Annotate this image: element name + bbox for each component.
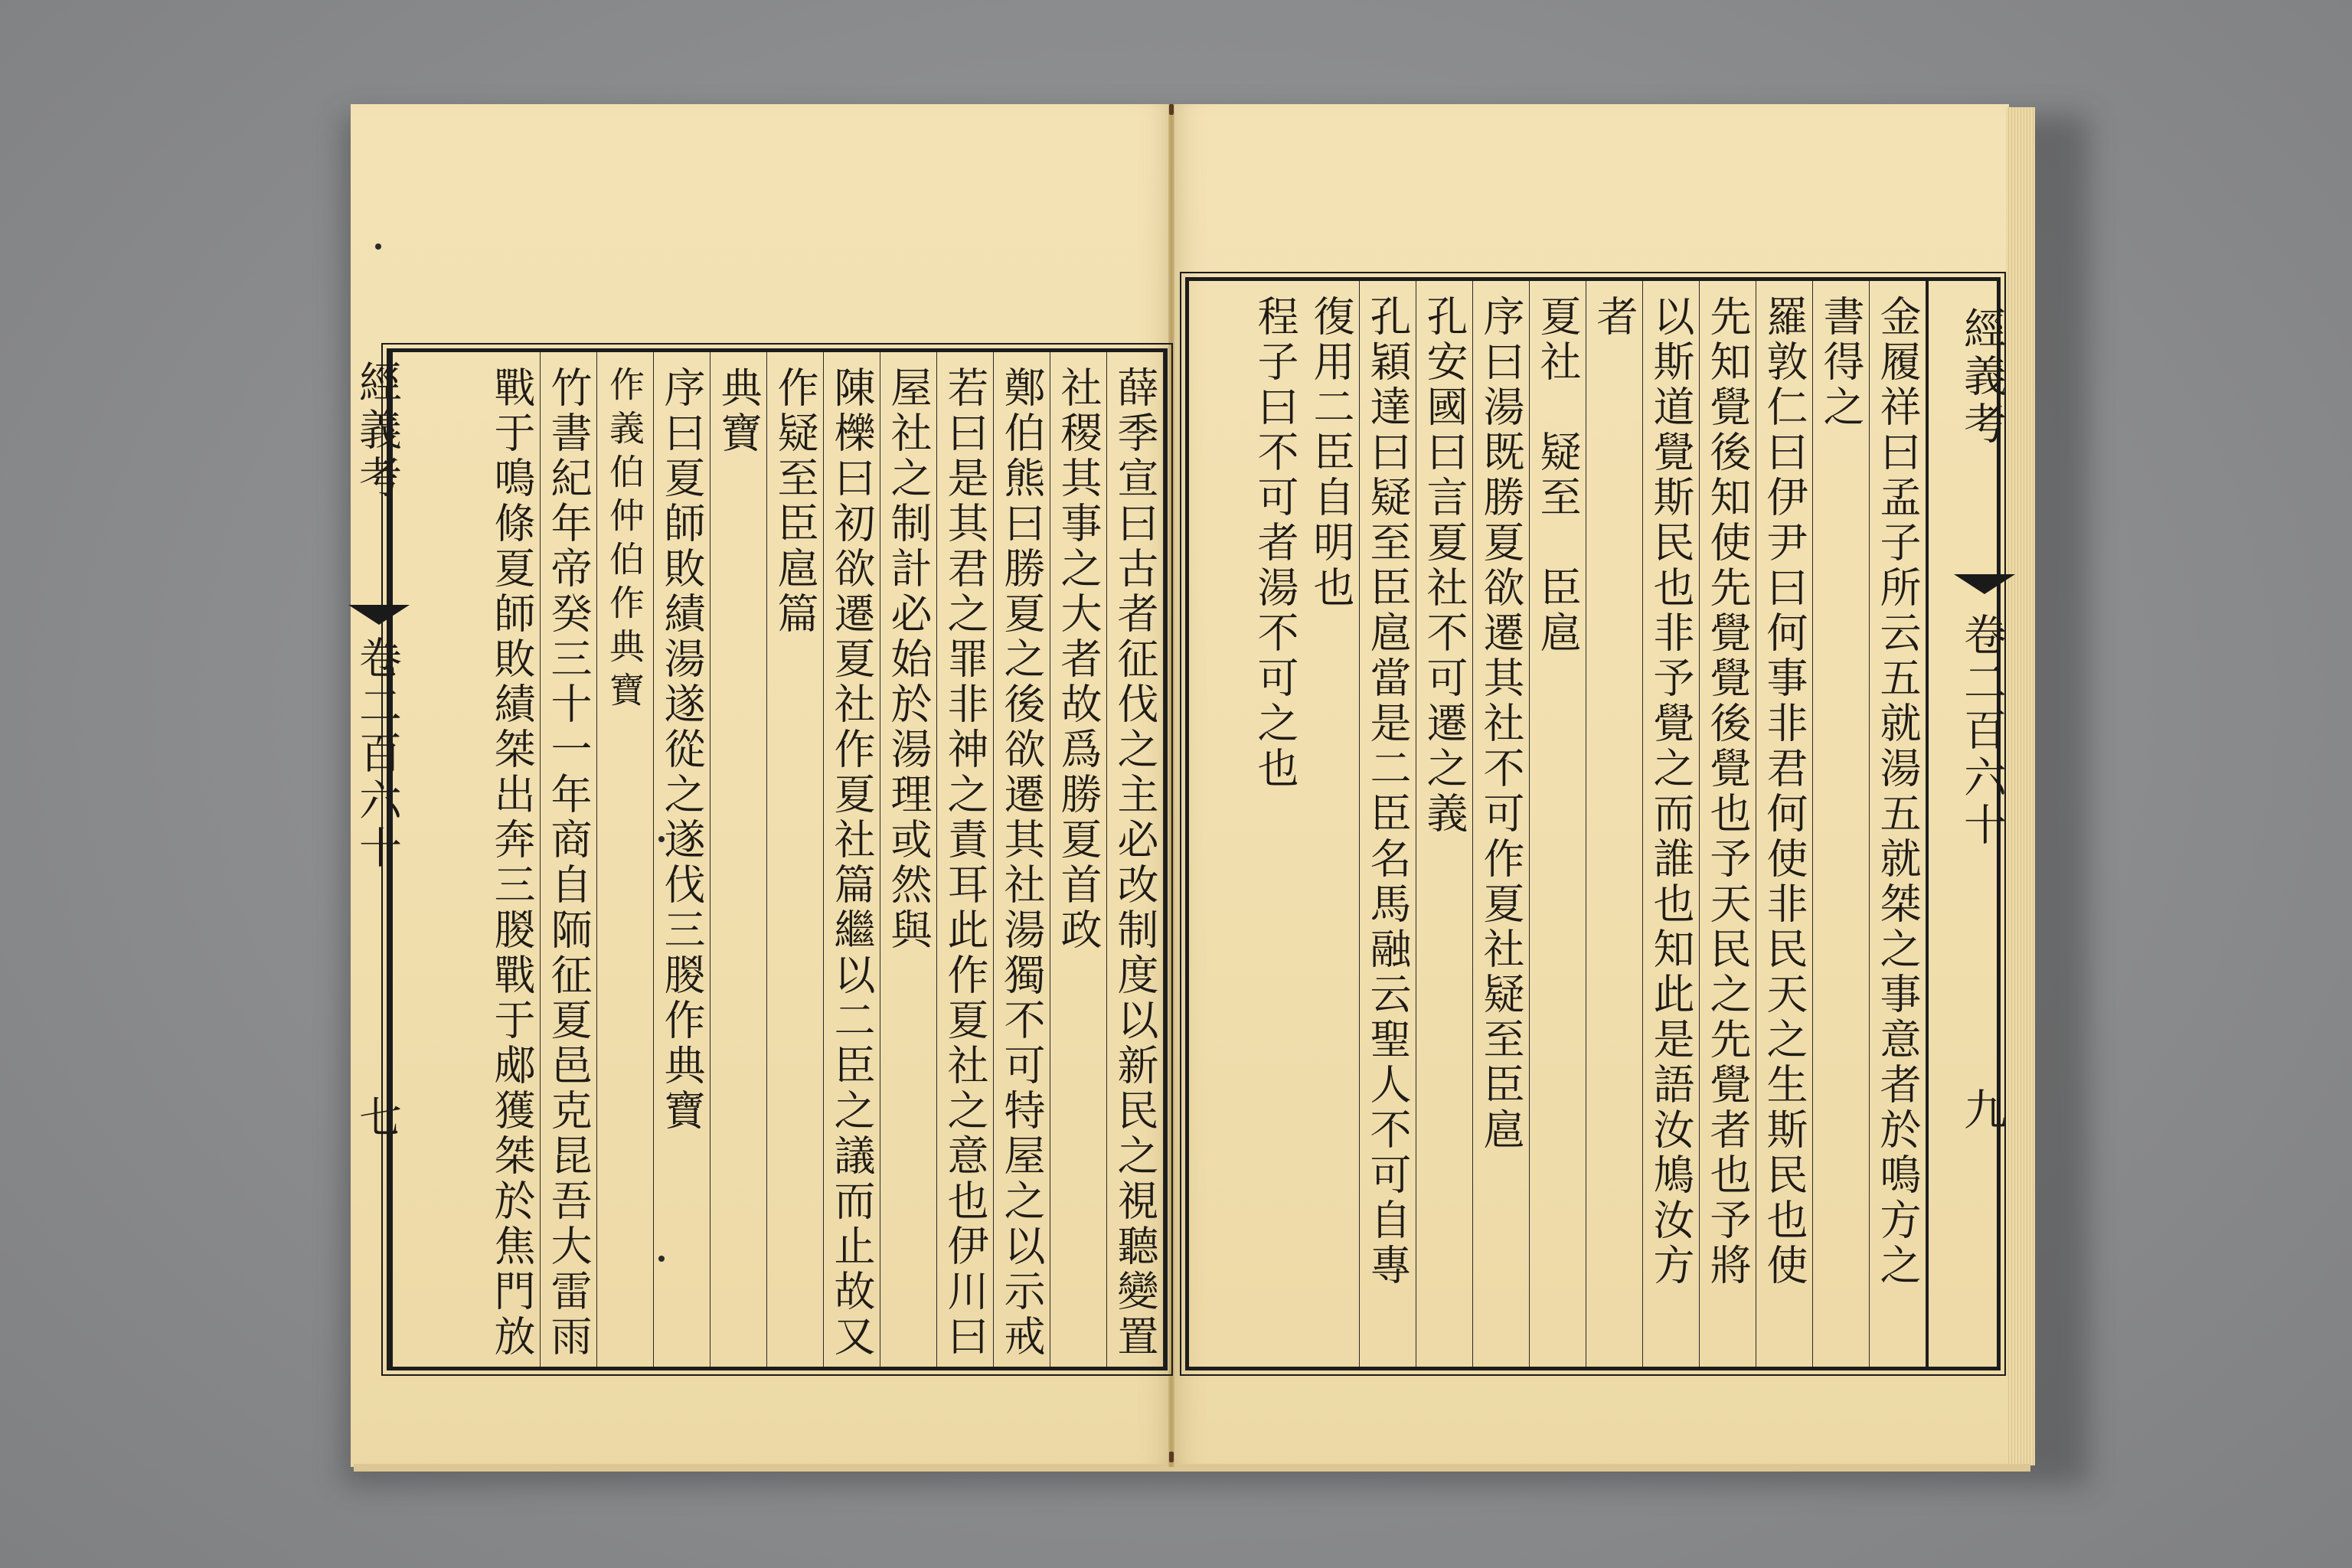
text-column: 復用二臣自明也 (1303, 281, 1360, 1367)
left-page-text-frame (387, 348, 1168, 1370)
right-banxin-volume: 卷二百六十 (1957, 612, 2007, 850)
binding-thread-bottom (1169, 1452, 1174, 1462)
text-column: 典寶 (710, 352, 767, 1367)
fish-tail-mark (1954, 574, 2015, 594)
text-column: 以斯道覺斯民也非予覺之而誰也知此是語汝鳩汝方 (1643, 281, 1700, 1367)
text-column: 羅敦仁曰伊尹曰何事非君何使非民天之生斯民也使 (1756, 281, 1813, 1367)
text-column: 夏社 疑至 臣扈 (1530, 281, 1586, 1367)
text-column: 竹書紀年帝癸三十一年商自陑征夏邑克昆吾大雷雨 (541, 352, 597, 1367)
binding-thread-top (1169, 104, 1174, 115)
book-spine (1168, 104, 1174, 1467)
text-column: 序曰湯既勝夏欲遷其社不可作夏社疑至臣扈 (1473, 281, 1530, 1367)
text-column: 薛季宣曰古者征伐之主必改制度以新民之視聽變置 (1107, 352, 1164, 1367)
text-column: 若曰是其君之罪非神之責耳此作夏社之意也伊川曰 (937, 352, 994, 1367)
right-banxin-title: 經義考 (1957, 306, 2007, 449)
text-column: 者 (1586, 281, 1643, 1367)
left-banxin-folio: 七 (352, 1095, 402, 1142)
page-bottom-edge (354, 1464, 2030, 1472)
text-column: 屋社之制計必始於湯理或然與 (880, 352, 937, 1367)
text-column: 社稷其事之大者故爲勝夏首政 (1050, 352, 1107, 1367)
text-column: 作義伯仲伯作典寶 (597, 352, 654, 1367)
left-banxin-title: 經義考 (352, 360, 402, 502)
fish-tail-mark (348, 605, 410, 625)
text-column: 金履祥曰孟子所云五就湯五就桀之事意者於鳴方之 (1870, 281, 1926, 1367)
text-column: 陳櫟曰初欲遷夏社作夏社篇繼以二臣之議而止故又 (824, 352, 880, 1367)
page-mark (375, 243, 381, 250)
right-banxin-folio: 九 (1957, 1087, 2007, 1135)
text-column: 鄭伯熊曰勝夏之後欲遷其社湯獨不可特屋之以示戒 (994, 352, 1050, 1367)
right-page-text-frame (1185, 277, 2001, 1370)
text-column: 戰于鳴條夏師敗績桀出奔三朡戰于郕獲桀於焦門放 (484, 352, 541, 1367)
left-banxin-volume: 卷二百六十 (352, 635, 402, 873)
text-column: 序曰夏師敗績湯遂從之遂伐三朡作典寶 (654, 352, 710, 1367)
text-column: 書得之 (1813, 281, 1870, 1367)
text-column: 孔穎達曰疑至臣扈當是二臣名馬融云聖人不可自專 (1360, 281, 1416, 1367)
text-column: 作疑至臣扈篇 (767, 352, 824, 1367)
text-column: 孔安國曰言夏社不可遷之義 (1416, 281, 1473, 1367)
text-column: 先知覺後知使先覺覺後覺也予天民之先覺者也予將 (1700, 281, 1756, 1367)
text-column: 程子曰不可者湯不可之也 (1251, 295, 1299, 792)
